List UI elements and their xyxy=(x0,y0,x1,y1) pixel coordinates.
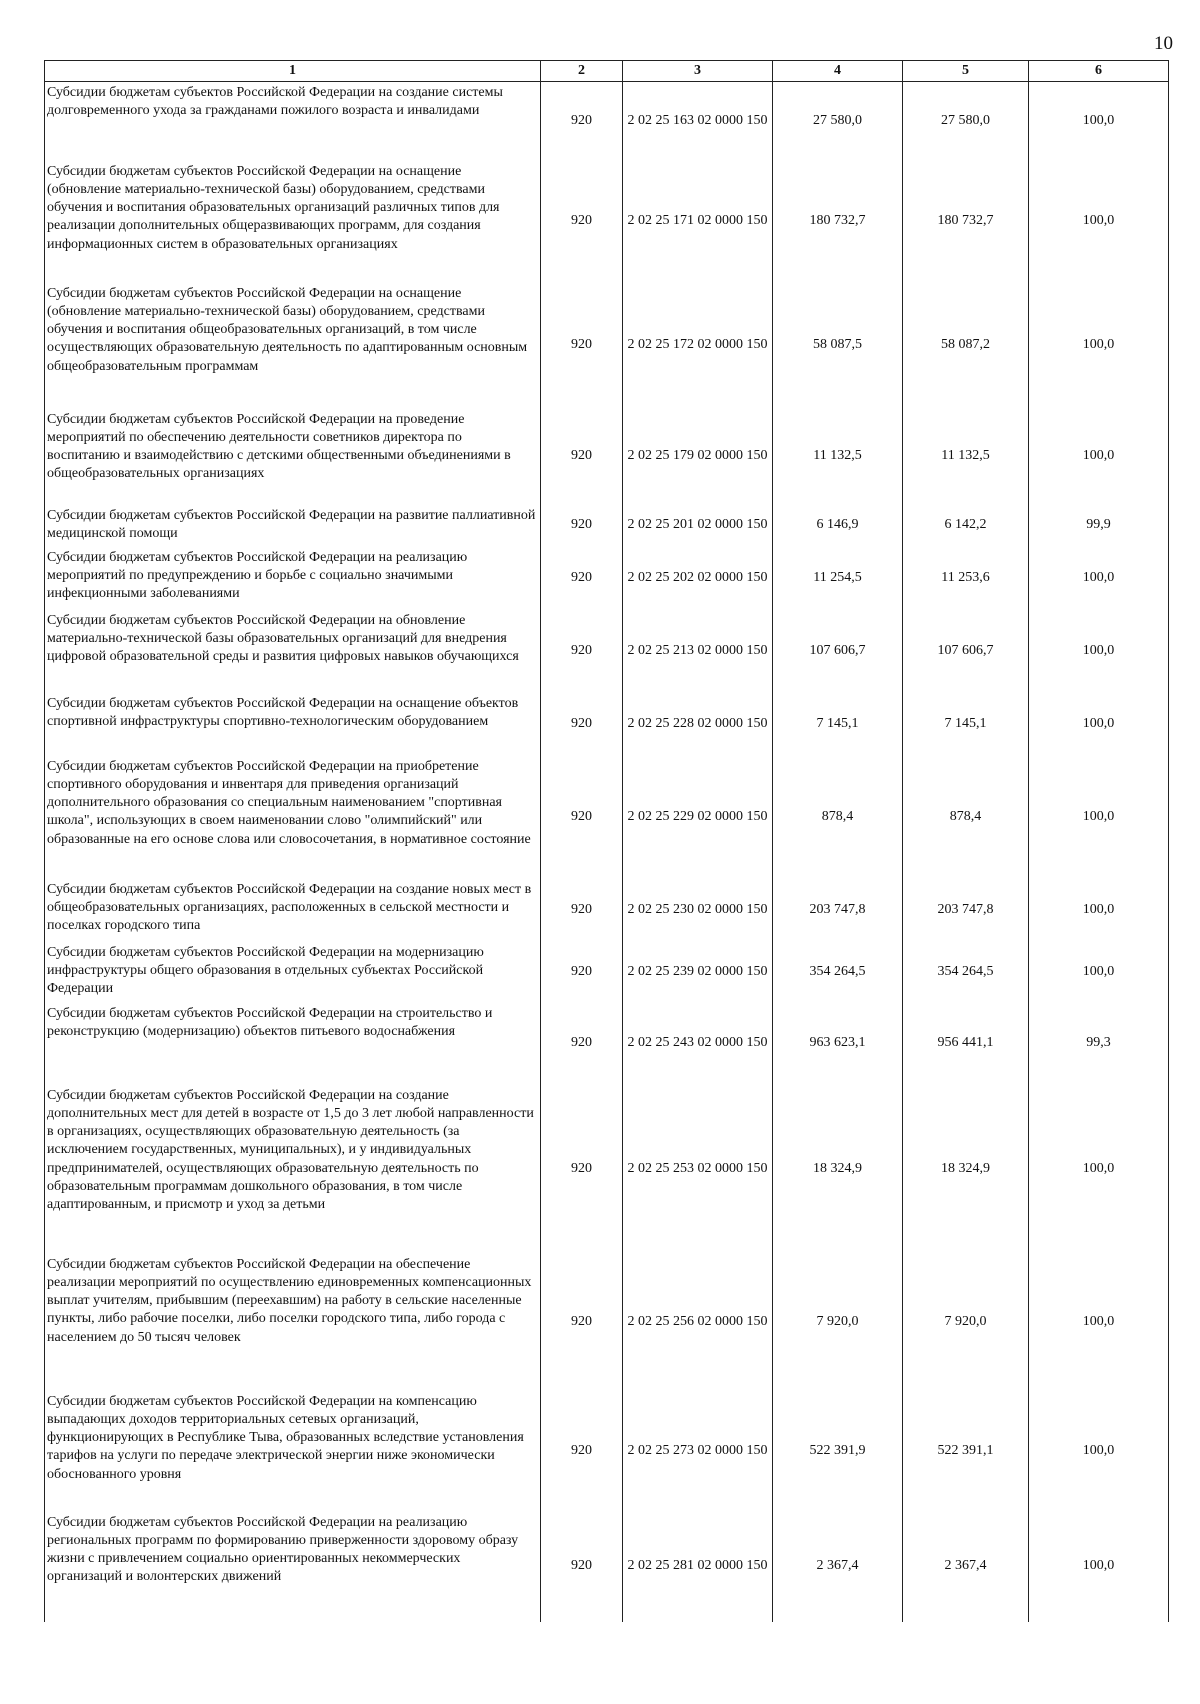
row-percent: 100,0 xyxy=(1029,1391,1169,1512)
row-plan: 7 920,0 xyxy=(773,1254,903,1391)
row-admin-code: 920 xyxy=(541,756,623,879)
row-kbk: 2 02 25 230 02 0000 150 xyxy=(623,879,773,942)
column-header-6: 6 xyxy=(1029,61,1169,82)
row-actual: 107 606,7 xyxy=(903,610,1029,693)
row-actual: 354 264,5 xyxy=(903,942,1029,1003)
row-percent: 100,0 xyxy=(1029,942,1169,1003)
row-admin-code: 920 xyxy=(541,942,623,1003)
row-actual: 7 145,1 xyxy=(903,693,1029,756)
row-description: Субсидии бюджетам субъектов Российской Федерации на развитие паллиативной медицинской помощи xyxy=(45,505,541,547)
row-percent: 100,0 xyxy=(1029,610,1169,693)
row-kbk: 2 02 25 256 02 0000 150 xyxy=(623,1254,773,1391)
row-percent: 99,9 xyxy=(1029,505,1169,547)
row-description: Субсидии бюджетам субъектов Российской Федерации на обновление материально-технической базы образовательных организаций для внедрения цифровой образовательной среды и развития цифровых навыков обучающихся xyxy=(45,610,541,693)
column-header-5: 5 xyxy=(903,61,1029,82)
row-percent: 100,0 xyxy=(1029,756,1169,879)
row-kbk: 2 02 25 243 02 0000 150 xyxy=(623,1003,773,1085)
row-description: Субсидии бюджетам субъектов Российской Федерации на реализацию региональных программ по формированию приверженности здоровому образу жизни с привлечением социально ориентированных некоммерческих организаций и волонтерских движений xyxy=(45,1512,541,1622)
row-plan: 11 132,5 xyxy=(773,409,903,505)
row-description: Субсидии бюджетам субъектов Российской Федерации на оснащение (обновление материально-технической базы) оборудованием, средствами обучения и воспитания образовательных организаций различных типов для реализации дополнительных общеразвивающих программ, для создания информационных систем в образовательных организациях xyxy=(45,161,541,283)
row-plan: 58 087,5 xyxy=(773,283,903,409)
row-description: Субсидии бюджетам субъектов Российской Федерации на создание дополнительных мест для детей в возрасте от 1,5 до 3 лет любой направленности в организациях, осуществляющих образовательную деятельность (за исключением государственных, муниципальных), и у индивидуальных предпринимателей, осуществляющих образовательную деятельность по образовательным программам дошкольного образования, в том числе адаптированным, и присмотр и уход за детьми xyxy=(45,1085,541,1254)
row-percent: 100,0 xyxy=(1029,409,1169,505)
table-row xyxy=(45,1254,1169,1391)
row-admin-code: 920 xyxy=(541,1391,623,1512)
row-plan: 2 367,4 xyxy=(773,1512,903,1622)
row-description: Субсидии бюджетам субъектов Российской Федерации на создание системы долговременного ухода за гражданами пожилого возраста и инвалидами xyxy=(45,82,541,161)
row-description: Субсидии бюджетам субъектов Российской Федерации на проведение мероприятий по обеспечению деятельности советников директора по воспитанию и взаимодействию с детскими общественными объединениями в общеобразовательных организациях xyxy=(45,409,541,505)
row-admin-code: 920 xyxy=(541,161,623,283)
row-admin-code: 920 xyxy=(541,879,623,942)
row-kbk: 2 02 25 229 02 0000 150 xyxy=(623,756,773,879)
row-actual: 11 132,5 xyxy=(903,409,1029,505)
row-actual: 522 391,1 xyxy=(903,1391,1029,1512)
row-description: Субсидии бюджетам субъектов Российской Федерации на оснащение (обновление материально-технической базы) оборудованием, средствами обучения и воспитания общеобразовательных организаций, в том числе осуществляющих образовательную деятельность по адаптированным основным общеобразовательным программам xyxy=(45,283,541,409)
column-header-2: 2 xyxy=(541,61,623,82)
row-plan: 6 146,9 xyxy=(773,505,903,547)
row-kbk: 2 02 25 201 02 0000 150 xyxy=(623,505,773,547)
row-description: Субсидии бюджетам субъектов Российской Федерации на создание новых мест в общеобразовательных организациях, расположенных в сельской местности и поселках городского типа xyxy=(45,879,541,942)
table-row xyxy=(45,547,1169,610)
row-actual: 203 747,8 xyxy=(903,879,1029,942)
row-admin-code: 920 xyxy=(541,1254,623,1391)
header-row xyxy=(45,61,1169,82)
row-percent: 100,0 xyxy=(1029,1254,1169,1391)
row-plan: 963 623,1 xyxy=(773,1003,903,1085)
column-header-1: 1 xyxy=(45,61,541,82)
row-admin-code: 920 xyxy=(541,1085,623,1254)
row-admin-code: 920 xyxy=(541,409,623,505)
row-admin-code: 920 xyxy=(541,1512,623,1622)
row-admin-code: 920 xyxy=(541,547,623,610)
row-description: Субсидии бюджетам субъектов Российской Федерации на компенсацию выпадающих доходов территориальных сетевых организаций, функционирующих в Республике Тыва, образованных вследствие установления тарифов на услуги по передаче электрической энергии ниже экономически обоснованного уровня xyxy=(45,1391,541,1512)
table-row xyxy=(45,756,1169,879)
row-plan: 7 145,1 xyxy=(773,693,903,756)
row-admin-code: 920 xyxy=(541,283,623,409)
row-admin-code: 920 xyxy=(541,693,623,756)
row-actual: 58 087,2 xyxy=(903,283,1029,409)
row-kbk: 2 02 25 171 02 0000 150 xyxy=(623,161,773,283)
row-percent: 100,0 xyxy=(1029,547,1169,610)
table-row xyxy=(45,283,1169,409)
row-description: Субсидии бюджетам субъектов Российской Федерации на строительство и реконструкцию (модернизацию) объектов питьевого водоснабжения xyxy=(45,1003,541,1085)
row-actual: 956 441,1 xyxy=(903,1003,1029,1085)
row-kbk: 2 02 25 202 02 0000 150 xyxy=(623,547,773,610)
row-plan: 522 391,9 xyxy=(773,1391,903,1512)
row-percent: 100,0 xyxy=(1029,879,1169,942)
row-plan: 354 264,5 xyxy=(773,942,903,1003)
table-row xyxy=(45,693,1169,756)
row-plan: 203 747,8 xyxy=(773,879,903,942)
table-header xyxy=(45,61,1169,82)
row-admin-code: 920 xyxy=(541,1003,623,1085)
row-description: Субсидии бюджетам субъектов Российской Федерации на реализацию мероприятий по предупреждению и борьбе с социально значимыми инфекционными заболеваниями xyxy=(45,547,541,610)
row-kbk: 2 02 25 253 02 0000 150 xyxy=(623,1085,773,1254)
row-actual: 11 253,6 xyxy=(903,547,1029,610)
table-row xyxy=(45,879,1169,942)
column-header-3: 3 xyxy=(623,61,773,82)
row-percent: 100,0 xyxy=(1029,693,1169,756)
row-plan: 27 580,0 xyxy=(773,82,903,161)
row-description: Субсидии бюджетам субъектов Российской Федерации на обеспечение реализации мероприятий по осуществлению единовременных компенсационных выплат учителям, прибывшим (переехавшим) на работу в сельские населенные пункты, либо рабочие поселки, либо поселки городского типа, либо города с населением до 50 тысяч человек xyxy=(45,1254,541,1391)
row-admin-code: 920 xyxy=(541,82,623,161)
row-description: Субсидии бюджетам субъектов Российской Федерации на модернизацию инфраструктуры общего образования в отдельных субъектах Российской Федерации xyxy=(45,942,541,1003)
revenue-table xyxy=(44,60,1169,1622)
row-percent: 99,3 xyxy=(1029,1003,1169,1085)
table-row xyxy=(45,409,1169,505)
row-kbk: 2 02 25 281 02 0000 150 xyxy=(623,1512,773,1622)
row-actual: 27 580,0 xyxy=(903,82,1029,161)
row-plan: 107 606,7 xyxy=(773,610,903,693)
row-kbk: 2 02 25 179 02 0000 150 xyxy=(623,409,773,505)
row-plan: 11 254,5 xyxy=(773,547,903,610)
row-actual: 18 324,9 xyxy=(903,1085,1029,1254)
row-actual: 2 367,4 xyxy=(903,1512,1029,1622)
row-actual: 7 920,0 xyxy=(903,1254,1029,1391)
row-description: Субсидии бюджетам субъектов Российской Федерации на приобретение спортивного оборудования и инвентаря для приведения организаций дополнительного образования со специальным наименованием "спортивная школа", использующих в своем наименовании слово "олимпийский" или образованные на его основе слова или словосочетания, в нормативное состояние xyxy=(45,756,541,879)
row-actual: 6 142,2 xyxy=(903,505,1029,547)
row-percent: 100,0 xyxy=(1029,283,1169,409)
row-admin-code: 920 xyxy=(541,505,623,547)
row-actual: 180 732,7 xyxy=(903,161,1029,283)
row-admin-code: 920 xyxy=(541,610,623,693)
table-row xyxy=(45,1391,1169,1512)
table-row xyxy=(45,1512,1169,1622)
table-row xyxy=(45,161,1169,283)
row-plan: 878,4 xyxy=(773,756,903,879)
table-row xyxy=(45,82,1169,161)
page-number: 10 xyxy=(1154,33,1173,54)
row-plan: 18 324,9 xyxy=(773,1085,903,1254)
table-row xyxy=(45,505,1169,547)
row-percent: 100,0 xyxy=(1029,161,1169,283)
row-kbk: 2 02 25 213 02 0000 150 xyxy=(623,610,773,693)
column-header-4: 4 xyxy=(773,61,903,82)
table-row xyxy=(45,1003,1169,1085)
row-kbk: 2 02 25 228 02 0000 150 xyxy=(623,693,773,756)
row-description: Субсидии бюджетам субъектов Российской Федерации на оснащение объектов спортивной инфраструктуры спортивно-технологическим оборудованием xyxy=(45,693,541,756)
row-actual: 878,4 xyxy=(903,756,1029,879)
row-percent: 100,0 xyxy=(1029,1512,1169,1622)
row-kbk: 2 02 25 239 02 0000 150 xyxy=(623,942,773,1003)
row-plan: 180 732,7 xyxy=(773,161,903,283)
row-percent: 100,0 xyxy=(1029,82,1169,161)
row-kbk: 2 02 25 163 02 0000 150 xyxy=(623,82,773,161)
table-row xyxy=(45,610,1169,693)
row-percent: 100,0 xyxy=(1029,1085,1169,1254)
table-body xyxy=(45,82,1169,1622)
table-row xyxy=(45,1085,1169,1254)
table-row xyxy=(45,942,1169,1003)
row-kbk: 2 02 25 273 02 0000 150 xyxy=(623,1391,773,1512)
row-kbk: 2 02 25 172 02 0000 150 xyxy=(623,283,773,409)
